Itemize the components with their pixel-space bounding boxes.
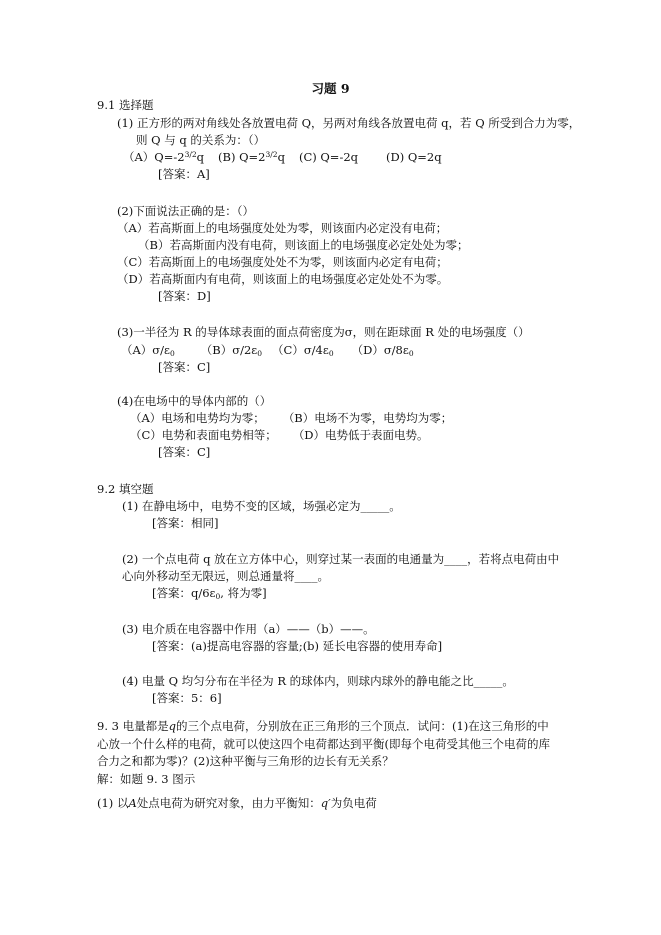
q3-stem: (3)一半径为 R 的导体球表面的面点荷密度为σ，则在距球面 R 处的电场强度（）	[117, 325, 530, 339]
fill-q1-answer: [答案：相同]	[152, 516, 219, 530]
q2-option-c: （C）若高斯面上的电场强度处处不为零，则该面内必定有电荷；	[117, 255, 448, 269]
q1-option-d: (D) Q=2q	[386, 150, 442, 164]
q4-options-row2	[130, 428, 429, 443]
q4-option-a: （A）电场和电势均为零；	[130, 411, 265, 425]
fill-q2-stem-line2: 心向外移动至无限远，则总通量将____。	[122, 569, 329, 583]
section-9-1-heading: 9.1 选择题	[97, 98, 154, 112]
fill-q1-stem: (1) 在静电场中，电势不变的区域，场强必定为_____。	[122, 499, 401, 513]
q1-option-b: (B) $Q=2^{3/2}q$	[218, 150, 285, 164]
q1-stem-line1: (1) 正方形的两对角线处各放置电荷 Q，另两对角线各放置电荷 q，若 Q 所受到合力为零，	[117, 116, 581, 130]
q4-stem: (4)在电场中的导体内部的（）	[117, 394, 272, 408]
fill-q3-stem: (3) 电介质在电容器中作用（a）——（b）——。	[122, 622, 375, 636]
section-9-2-heading: 9.2 填空题	[97, 482, 154, 496]
q3-answer: [答案：C]	[158, 360, 211, 374]
q1-stem-line2: 则 Q 与 q 的关系为：（）	[136, 133, 266, 147]
q1-answer: [答案：A]	[158, 167, 210, 181]
q2-option-b: （B）若高斯面内没有电荷，则该面上的电场强度必定处处为零；	[138, 238, 469, 252]
q2-answer: [答案：D]	[158, 289, 211, 303]
q2-option-a: （A）若高斯面上的电场强度处处为零，则该面内必定没有电荷；	[117, 221, 448, 235]
q4-option-c: （C）电势和表面电势相等；	[130, 428, 277, 442]
problem-9-3-line1: 9. 3 电量都是q的三个点电荷，分别放在正三角形的三个顶点．试问：(1)在这三角形的中	[97, 719, 549, 733]
fill-q2-answer: [答案：$q/6\varepsilon_0$, 将为零]	[152, 586, 267, 601]
q3-option-d: $(D)\sigma/8\varepsilon_0$	[351, 343, 414, 358]
q4-answer: [答案：C]	[158, 445, 211, 459]
q2-stem: (2)下面说法正确的是：（）	[117, 204, 255, 218]
fill-q4-answer: [答案：5：6]	[152, 691, 222, 705]
q2-option-d: （D）若高斯面内有电荷，则该面上的电场强度必定处处不为零。	[117, 272, 449, 286]
page-title: 习题 9	[311, 81, 350, 96]
var-q-prime: q′	[320, 796, 331, 810]
q1-options	[123, 150, 442, 165]
solution-part1: (1) 以A处点电荷为研究对象，由力平衡知：q′为负电荷	[97, 796, 377, 810]
var-A: A	[128, 796, 137, 810]
q3-option-a: $(A)\sigma/\varepsilon_0$	[121, 343, 175, 358]
q1-option-c: (C) Q=-2q	[298, 150, 359, 164]
q3-options	[121, 343, 414, 358]
q1-option-a: $(A)Q=-2^{3/2}q$	[123, 150, 205, 164]
solution-label: 解：如题 9. 3 图示	[97, 772, 196, 786]
fill-q2-stem-line1: (2) 一个点电荷 q 放在立方体中心，则穿过某一表面的电通量为____，若将点电荷由中	[122, 552, 560, 566]
q3-option-c: $(C)\sigma/4\varepsilon_0$	[272, 343, 334, 358]
q4-options-row1	[130, 411, 452, 426]
fill-q4-stem: (4) 电量 Q 均匀分布在半径为 R 的球体内，则球内球外的静电能之比_____。	[122, 674, 514, 688]
problem-9-3-line3: 合力之和都为零)？(2)这种平衡与三角形的边长有无关系？	[97, 754, 394, 768]
var-q: q	[168, 719, 176, 733]
q3-option-b: $(B)\sigma/2\varepsilon_0$	[200, 343, 263, 358]
problem-9-3-line2: 心放一个什么样的电荷，就可以使这四个电荷都达到平衡(即每个电荷受其他三个电荷的库	[97, 737, 550, 751]
q4-option-b: （B）电场不为零，电势均为零；	[282, 411, 453, 425]
q4-option-d: （D）电势低于表面电势。	[292, 428, 429, 442]
fill-q3-answer: [答案：(a)提高电容器的容量;(b) 延长电容器的使用寿命]	[152, 639, 443, 653]
